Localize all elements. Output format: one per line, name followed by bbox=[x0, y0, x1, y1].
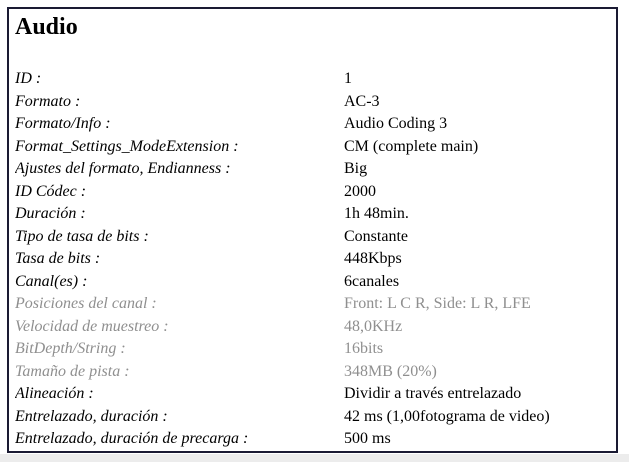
metadata-row bbox=[15, 361, 612, 384]
metadata-row bbox=[15, 203, 612, 226]
metadata-value: Big bbox=[344, 160, 368, 177]
metadata-row bbox=[15, 338, 612, 361]
metadata-label: ID : bbox=[15, 70, 42, 87]
metadata-row bbox=[15, 248, 612, 271]
metadata-value: 6canales bbox=[344, 272, 400, 290]
metadata-label: Formato : bbox=[15, 92, 81, 110]
metadata-row bbox=[15, 406, 612, 429]
metadata-label: BitDepth/String : bbox=[15, 340, 126, 357]
metadata-label: Entrelazado, duración de precarga : bbox=[15, 430, 249, 447]
metadata-row-list bbox=[15, 68, 612, 451]
metadata-label: Formato/Info : bbox=[15, 115, 111, 132]
metadata-label: Duración : bbox=[15, 205, 86, 222]
metadata-value: 448Kbps bbox=[344, 250, 402, 267]
metadata-value: 1 bbox=[344, 70, 352, 87]
metadata-row bbox=[15, 316, 612, 339]
metadata-row bbox=[15, 91, 612, 114]
metadata-value: Dividir a través entrelazado bbox=[344, 385, 522, 402]
metadata-label: Ajustes del formato, Endianness : bbox=[15, 160, 231, 177]
metadata-value: AC-3 bbox=[344, 92, 380, 110]
page-bottom-strip bbox=[0, 454, 629, 462]
metadata-value: 1h 48min. bbox=[344, 205, 409, 222]
audio-info-panel bbox=[7, 7, 618, 453]
metadata-label: Entrelazado, duración : bbox=[15, 407, 168, 425]
metadata-label: ID Códec : bbox=[15, 182, 87, 200]
metadata-row bbox=[15, 293, 612, 316]
section-title: Audio bbox=[15, 14, 78, 40]
metadata-label: Posiciones del canal : bbox=[15, 295, 157, 312]
metadata-row bbox=[15, 158, 612, 181]
metadata-label: Format_Settings_ModeExtension : bbox=[15, 137, 239, 155]
metadata-value: Audio Coding 3 bbox=[344, 115, 448, 132]
metadata-value: 16bits bbox=[344, 340, 384, 357]
metadata-value: 2000 bbox=[344, 182, 376, 200]
metadata-label: Alineación : bbox=[15, 385, 94, 402]
metadata-value: CM (complete main) bbox=[344, 137, 479, 155]
metadata-row bbox=[15, 383, 612, 406]
metadata-label: Velocidad de muestreo : bbox=[15, 317, 169, 335]
metadata-row bbox=[15, 271, 612, 294]
metadata-value: 42 ms (1,00fotograma de video) bbox=[344, 407, 550, 425]
metadata-row bbox=[15, 181, 612, 204]
metadata-value: Constante bbox=[344, 227, 408, 245]
metadata-row bbox=[15, 68, 612, 91]
metadata-row bbox=[15, 226, 612, 249]
metadata-label: Tamaño de pista : bbox=[15, 362, 130, 380]
metadata-value: Front: L C R, Side: L R, LFE bbox=[344, 295, 531, 312]
metadata-value: 48,0KHz bbox=[344, 317, 403, 335]
metadata-label: Tasa de bits : bbox=[15, 250, 101, 267]
metadata-value: 500 ms bbox=[344, 430, 391, 447]
metadata-label: Canal(es) : bbox=[15, 272, 88, 290]
metadata-row bbox=[15, 428, 612, 451]
metadata-row bbox=[15, 113, 612, 136]
metadata-label: Tipo de tasa de bits : bbox=[15, 227, 149, 245]
metadata-row bbox=[15, 136, 612, 159]
metadata-value: 348MB (20%) bbox=[344, 362, 437, 380]
